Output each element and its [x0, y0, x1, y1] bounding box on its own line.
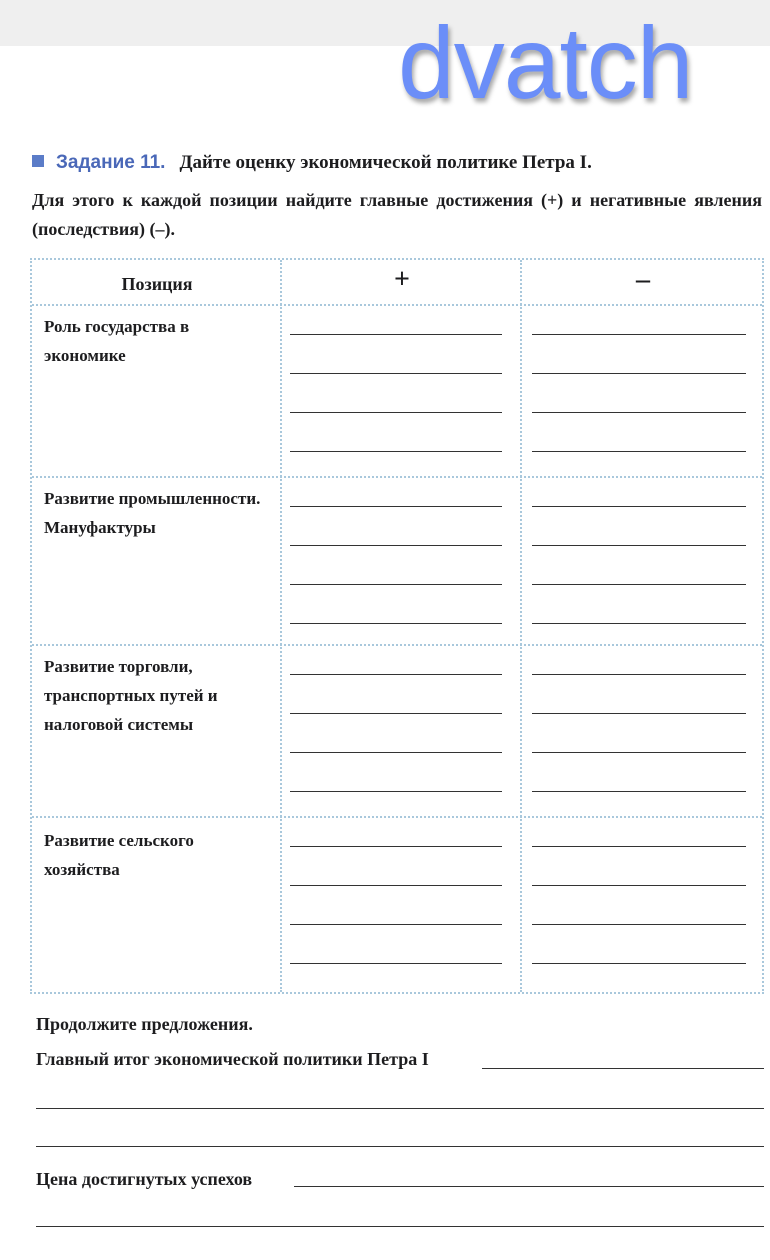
header-plus: +: [394, 264, 410, 295]
row-label-state-role: Роль государства в экономике: [44, 317, 190, 365]
answer-line[interactable]: [290, 924, 502, 925]
answer-line[interactable]: [532, 334, 746, 335]
answer-line[interactable]: [290, 752, 502, 753]
answer-line[interactable]: [290, 623, 502, 624]
answer-line[interactable]: [290, 373, 502, 374]
answer-line[interactable]: [290, 885, 502, 886]
answer-line[interactable]: [532, 713, 746, 714]
answer-line[interactable]: [532, 924, 746, 925]
answer-line[interactable]: [290, 506, 502, 507]
answer-line[interactable]: [532, 506, 746, 507]
answer-line[interactable]: [532, 545, 746, 546]
column-divider: [280, 260, 282, 992]
row-label-industry: Развитие промышленности. Мануфактуры: [44, 489, 261, 537]
row-divider: [32, 644, 762, 646]
answer-line[interactable]: [36, 1108, 764, 1109]
answer-line[interactable]: [482, 1068, 764, 1069]
answer-line[interactable]: [290, 334, 502, 335]
task-title: Дайте оценку экономической политике Петра I.: [179, 152, 592, 173]
answer-line[interactable]: [532, 674, 746, 675]
continue-prompt: Продолжите предложения.: [36, 1014, 253, 1034]
answer-line[interactable]: [290, 963, 502, 964]
answer-line[interactable]: [290, 674, 502, 675]
answer-line[interactable]: [290, 451, 502, 452]
answer-line[interactable]: [532, 963, 746, 964]
sentence-price-of-success: Цена достигнутых успехов: [36, 1169, 253, 1189]
sentence-main-result: Главный итог экономической политики Петра I: [36, 1049, 429, 1069]
answer-line[interactable]: [532, 584, 746, 585]
task-header: [32, 152, 592, 174]
answer-line[interactable]: [290, 713, 502, 714]
answer-line[interactable]: [532, 373, 746, 374]
header-minus: –: [636, 264, 650, 295]
evaluation-table: [30, 258, 764, 994]
answer-line[interactable]: [294, 1186, 764, 1187]
answer-line[interactable]: [290, 846, 502, 847]
answer-line[interactable]: [36, 1226, 764, 1227]
square-bullet-icon: [32, 155, 44, 167]
answer-line[interactable]: [290, 584, 502, 585]
answer-line[interactable]: [532, 885, 746, 886]
answer-line[interactable]: [290, 545, 502, 546]
answer-line[interactable]: [532, 412, 746, 413]
row-label-agriculture: Развитие сельского хозяйства: [44, 831, 194, 879]
answer-line[interactable]: [36, 1146, 764, 1147]
row-divider: [32, 816, 762, 818]
row-label-trade: Развитие торговли, транспортных путей и налоговой системы: [44, 657, 218, 734]
answer-line[interactable]: [532, 752, 746, 753]
column-divider: [520, 260, 522, 992]
answer-line[interactable]: [290, 412, 502, 413]
answer-line[interactable]: [532, 623, 746, 624]
task-label: Задание 11.: [56, 152, 166, 173]
answer-line[interactable]: [290, 791, 502, 792]
watermark-text: dvatch: [398, 6, 693, 120]
header-position: Позиция: [121, 274, 193, 294]
row-divider: [32, 304, 762, 306]
answer-line[interactable]: [532, 846, 746, 847]
answer-line[interactable]: [532, 451, 746, 452]
answer-line[interactable]: [532, 791, 746, 792]
task-instruction: Для этого к каждой позиции найдите главные достижения (+) и негативные явления (последствия) (–).: [32, 190, 762, 239]
row-divider: [32, 476, 762, 478]
